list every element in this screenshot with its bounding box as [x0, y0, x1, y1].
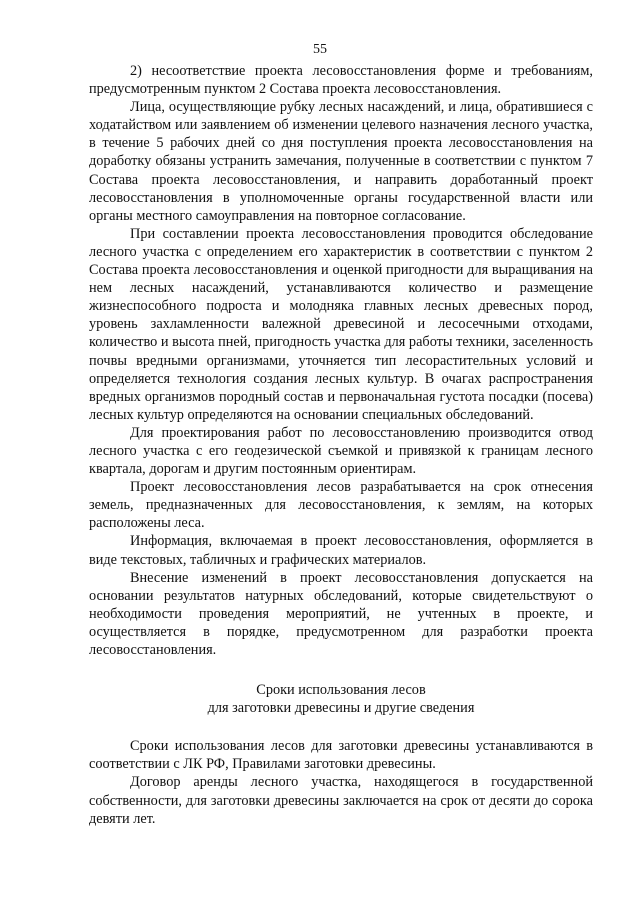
section-heading-line-1: Сроки использования лесов [256, 682, 426, 699]
paragraph-lease-term: Договор аренды лесного участка, находящегося в государственной собственности, для заготовки древесины заключается на срок от десяти до сорока девяти лет. [89, 774, 593, 827]
paragraph-project-term: Проект лесовосстановления лесов разрабатывается на срок отнесения земель, предназначенных для лесовосстановления, к землям, на которых расположены леса. [89, 479, 593, 532]
paragraph-nonconformity: 2) несоответствие проекта лесовосстановления форме и требованиям, предусмотренным пунктом 2 Состава проекта лесовосстановления. [89, 63, 593, 98]
paragraph-project-changes: Внесение изменений в проект лесовосстановления допускается на основании результатов натурных обследований, которые свидетельствуют о необходимости проведения мероприятий, не учтенных в проекте, и осуществляется в порядке, предусмотренном для разработки проекта лесовосстановления. [89, 569, 593, 658]
page-number: 55 [313, 42, 327, 57]
document-body [89, 62, 593, 828]
paragraph-project-format: Информация, включаемая в проект лесовосстановления, оформляется в виде текстовых, табличных и графических материалов. [89, 533, 593, 568]
paragraph-usage-terms: Сроки использования лесов для заготовки древесины устанавливаются в соответствии с ЛК РФ, Правилами заготовки древесины. [89, 738, 593, 773]
paragraph-site-survey: При составлении проекта лесовосстановления проводится обследование лесного участка с определением его характеристик в соответствии с пунктом 2 Состава проекта лесовосстановления и оценкой пригодности для выращивания на нем лесных насаждений, устанавливаются количество и размещение жизнеспособного подроста и молодняка главных лесных древесных пород, уровень захламленности валежной древесиной и лесосечными отходами, количество и высота пней, пригодность участка для работы техники, заселенность почвы вредными организмами, уточняется тип лесорастительных условий и определяется технология создания лесных культур. В очагах распространения вредных организмов породный состав и первоначальная густота посадки (посева) лесных культур определяются на основании специальных обследований. [89, 225, 593, 423]
section-heading [89, 681, 593, 717]
paragraph-plot-allocation: Для проектирования работ по лесовосстановлению производится отвод лесного участка с его геодезической съемкой и привязкой к границам лесного квартала, дорогам и другим постоянным ориентирам. [89, 424, 593, 478]
paragraph-rework-obligation: Лица, осуществляющие рубку лесных насаждений, и лица, обратившиеся с ходатайством или заявлением об изменении целевого назначения лесного участка, в течение 5 рабочих дней со дня поступления проекта лесовосстановления на доработку обязаны устранить замечания, полученные в соответствии с пунктом 7 Состава проекта лесовосстановления, и направить доработанный проект лесовосстановления в уполномоченные органы государственной власти или органы местного самоуправления на повторное согласование. [89, 99, 593, 224]
section-heading-line-2: для заготовки древесины и другие сведения [207, 700, 475, 717]
